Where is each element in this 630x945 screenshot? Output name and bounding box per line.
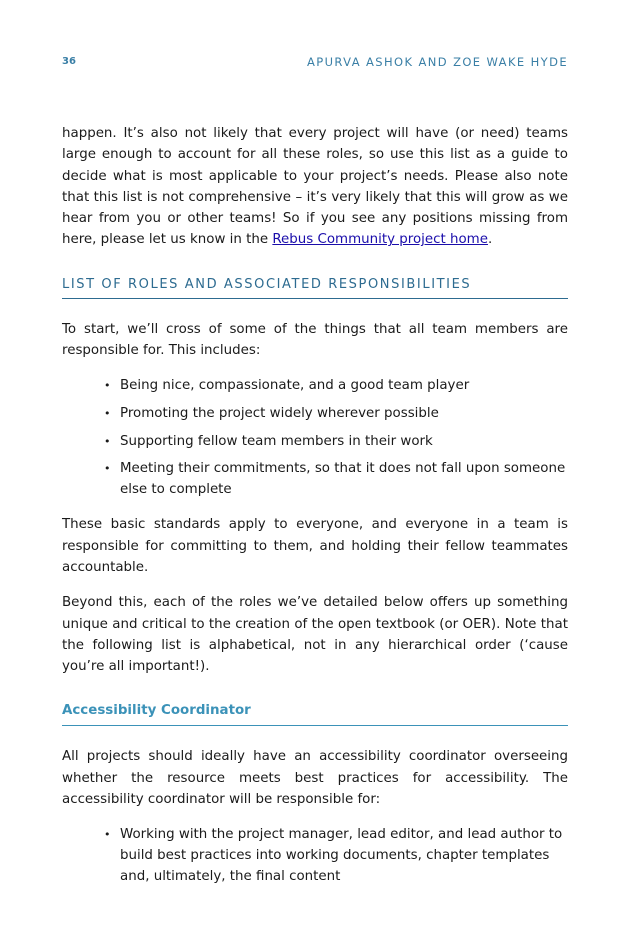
rebus-community-link[interactable]: Rebus Community project home	[272, 232, 488, 248]
intro-end: .	[487, 232, 493, 248]
beyond-paragraph: Beyond this, each of the roles we’ve detailed below offers up something unique and critical to the creation of the open textbook (or OER). Note that the following list is alphabetical, not in any hierarchical order (‘cause you’re all important!).	[62, 595, 568, 675]
section-heading: LIST OF ROLES AND ASSOCIATED RESPONSIBILITIES	[62, 277, 568, 299]
accessibility-list	[62, 825, 568, 887]
accessibility-paragraph: All projects should ideally have an accessibility coordinator overseeing whether the resource meets best practices for accessibility. The accessibility coordinator will be responsible for:	[62, 749, 568, 808]
list-item-text: Working with the project manager, lead editor, and lead author to build best practices into working documents, chapter templates and, ultimately, the final content	[120, 827, 563, 884]
responsibilities-list	[62, 376, 568, 500]
list-item-text: Meeting their commitments, so that it does not fall upon someone else to complete	[120, 461, 566, 497]
section-intro-paragraph: To start, we’ll cross of some of the things that all team members are responsible for. This includes:	[62, 321, 568, 359]
page-number: 36	[62, 56, 76, 67]
list-item	[104, 825, 568, 887]
list-item	[104, 376, 568, 397]
list-item-text: Promoting the project widely wherever possible	[120, 405, 439, 421]
list-item	[104, 432, 568, 453]
list-item-text: Being nice, compassionate, and a good team player	[120, 378, 470, 394]
bullet-icon: •	[104, 406, 111, 420]
standards-paragraph: These basic standards apply to everyone, and everyone in a team is responsible for committing to them, and holding their fellow teammates accountable.	[62, 517, 568, 575]
bullet-icon: •	[104, 434, 111, 448]
list-item	[104, 459, 568, 500]
accessibility-coordinator-heading: Accessibility Coordinator	[62, 703, 568, 726]
intro-text: happen. It’s also not likely that every project will have (or need) teams large enough to account for all these roles, so use this list as a guide to decide what is most applicable to your project’s needs. Please also note that this list is not comprehensive – it’s very likely that this will grow as we hear from you or other teams! So if you see any positions missing from here, please let us know in the	[62, 126, 568, 248]
list-item-text: Supporting fellow team members in their work	[120, 433, 433, 449]
list-item	[104, 404, 568, 425]
bullet-icon: •	[104, 828, 111, 842]
intro-paragraph	[62, 123, 568, 251]
page-header	[62, 56, 568, 70]
bullet-icon: •	[104, 379, 111, 393]
page-content	[62, 123, 568, 901]
running-head: APURVA ASHOK AND ZOE WAKE HYDE	[307, 55, 568, 69]
bullet-icon: •	[104, 462, 111, 476]
